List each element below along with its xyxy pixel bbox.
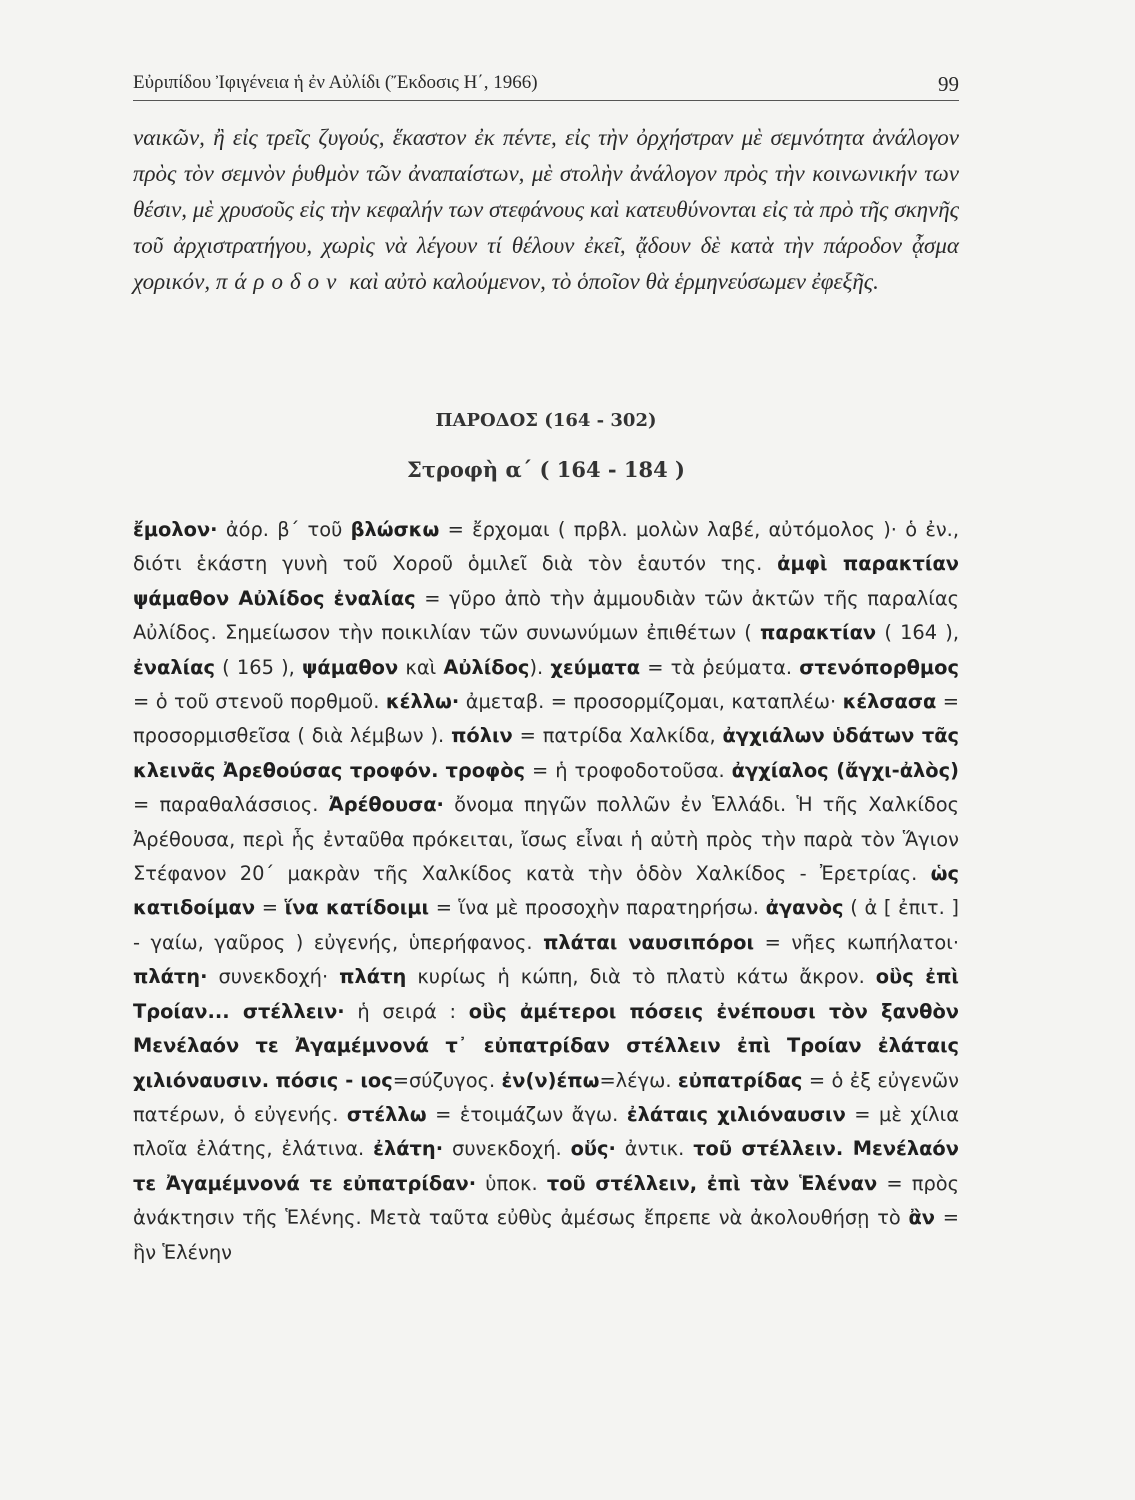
lemma-term: ὡς κατιδοίμαν — [133, 862, 959, 920]
subsection-title: Στροφὴ α΄ ( 164 - 184 ) — [406, 457, 685, 482]
gloss-text: ἡ σειρά : — [344, 999, 469, 1023]
lemma-term: τροφὸς — [445, 758, 526, 782]
gloss-text: ). — [529, 655, 551, 679]
gloss-text: = ἵνα μὲ προσοχὴν παρατηρήσω. — [429, 896, 766, 920]
lemma-term: βλώσκω — [350, 518, 440, 541]
lemma-term: ἐναλίας — [133, 655, 215, 679]
gloss-text: συνεκδοχή. — [443, 1137, 571, 1161]
lemma-term: τοῦ στέλλειν, ἐπὶ τὰν Ἑλέναν — [546, 1171, 878, 1195]
intro-paragraph — [133, 120, 959, 300]
lemma-term: ἀγανὸς — [765, 896, 844, 920]
lemma-term: ἀγχίαλος (ἄγχι-ἀλὸς) — [731, 758, 959, 782]
commentary-paragraph — [133, 513, 959, 1270]
gloss-text: ἀόρ. β΄ τοῦ — [217, 518, 351, 541]
lemma-term: Αὐλίδος — [443, 655, 530, 679]
lemma-term: οὓς ἐπὶ Τροίαν... στέλλειν· — [133, 965, 959, 1023]
gloss-text: = τὰ ῥεύματα. — [640, 655, 800, 679]
lemma-term: Ἀρέθουσα· — [328, 793, 444, 817]
intro-spaced-word: πάροδον — [215, 269, 344, 294]
gloss-text: ἀντικ. — [615, 1137, 694, 1161]
lemma-term: τοῦ στέλλειν. Μενέλαόν τε Ἀγαμέμνονά τε εὐπατρίδαν· — [133, 1137, 959, 1195]
lemma-term: ἵνα κατίδοιμι — [284, 896, 430, 920]
lemma-term: κέλλω· — [385, 690, 460, 714]
lemma-term: οὓς ἀμέτεροι πόσεις ἐνέπουσι τὸν ξανθὸν Μενέλαόν τε Ἀγαμέμνονά τ᾽ εὐπατρίδαν στέλλειν ἐπὶ Τροίαν ἐλάταις χιλιόναυσιν. — [133, 999, 960, 1092]
lemma-term: ἐν(ν)έπω — [501, 1068, 600, 1092]
gloss-text: = ὁ τοῦ στενοῦ πορθμοῦ. — [133, 690, 386, 714]
gloss-text: ( ἀ [ ἐπιτ. ] - γαίω, γαῦρος ) εὐγενής, ὑπερήφανος. — [133, 896, 960, 954]
gloss-text: =λέγω. — [599, 1068, 678, 1092]
lemma-term: παρακτίαν — [760, 621, 877, 645]
gloss-text: ὑποκ. — [476, 1171, 547, 1195]
gloss-text: = παραθαλάσσιος. — [133, 793, 329, 817]
intro-text-a: ναικῶν, ἢ εἰς τρεῖς ζυγούς, ἕκαστον ἐκ πέντε, εἰς τὴν ὀρχήστραν μὲ σεμνότητα ἀνάλογον πρὸς τὸν σεμνὸν ῥυθμὸν τῶν ἀναπαίστων, μὲ στολὴν ἀνάλογον πρὸς τὴν κοινωνικήν των θέσιν, μὲ χρυσοῦς εἰς τὴν κεφαλήν των στεφάνους καὶ κατευθύνονται εἰς τὰ πρὸ τῆς σκηνῆς τοῦ ἀρχιστρατήγου, χωρὶς νὰ λέγουν τί θέλουν ἐκεῖ, ᾄδουν δὲ κατὰ τὴν πάροδον ᾆσμα χορικόν, — [133, 125, 959, 294]
gloss-text: = προσορμισθεῖσα ( διὰ λέμβων ). — [133, 690, 959, 748]
lemma-term: στενόπορθμος — [799, 655, 959, 679]
lemma-term: ἀγχιάλων ὑδάτων τᾶς κλεινᾶς Ἀρεθούσας τροφόν. — [133, 724, 960, 782]
gloss-text: = ἣν Ἑλένην — [133, 1206, 959, 1264]
gloss-text: = γῦρο ἀπὸ τὴν ἀμμουδιὰν τῶν ἀκτῶν τῆς παραλίας Αὐλίδος. Σημείωσον τὴν ποικιλίαν τῶν συνωνύμων ἐπιθέτων ( — [133, 586, 959, 645]
gloss-text: ( 164 ), — [876, 621, 959, 645]
page-header — [133, 68, 959, 101]
gloss-text: = ὁ ἐξ εὐγενῶν πατέρων, ὁ εὐγενής. — [133, 1068, 959, 1126]
page-number: 99 — [938, 72, 959, 96]
lemma-term: ψάμαθον — [302, 655, 399, 679]
lemma-term: πλάτη· — [133, 965, 208, 989]
lemma-term: ἐλάταις χιλιόναυσιν — [626, 1102, 846, 1126]
gloss-text: ( 165 ), — [214, 655, 303, 679]
intro-text-b: καὶ αὐτὸ καλούμενον, τὸ ὁποῖον θὰ ἑρμηνεύσωμεν ἐφεξῆς. — [349, 269, 879, 294]
gloss-text: ἀμεταβ. = προσορμίζομαι, καταπλέω· — [459, 690, 843, 714]
lemma-term: κέλσασα — [842, 690, 937, 714]
gloss-text: = πρὸς ἀνάκτησιν τῆς Ἑλένης. Μετὰ ταῦτα εὐθὺς ἀμέσως ἔπρεπε νὰ ἀκολουθήσῃ τὸ — [133, 1171, 960, 1230]
gloss-text: συνεκδοχή· — [207, 965, 340, 989]
lemma-term: ἐλάτη· — [373, 1137, 444, 1161]
gloss-text: καὶ — [398, 655, 444, 679]
lemma-term: οὕς· — [570, 1137, 616, 1161]
lemma-term: πόλιν — [451, 724, 513, 748]
lemma-term: πλάτη — [339, 965, 407, 989]
lemma-term: πόσις - ιος — [275, 1068, 393, 1092]
lemma-term: εὐπατρίδας — [677, 1068, 803, 1092]
lemma-term: ἀμφὶ παρακτίαν ψάμαθον Αὐλίδος ἐναλίας — [133, 552, 959, 610]
gloss-text: ὄνομα πηγῶν πολλῶν ἐν Ἑλλάδι. Ἡ τῆς Χαλκίδος Ἀρέθουσα, περὶ ἧς ἐνταῦθα πρόκειται, ἴσως εἶναι ἡ αὐτὴ πρὸς τὴν παρὰ τὸν Ἅγιον Στέφανον 20΄ μακρὰν τῆς Χαλκίδος κατὰ τὴν ὁδὸν Χαλκίδος - Ἐρετρίας. — [133, 793, 959, 886]
gloss-text: = ἔρχομαι ( πρβλ. μολὼν λαβέ, αὐτόμολος )· ὁ ἐν., διότι ἑκάστη γυνὴ τοῦ Χοροῦ ὁμιλεῖ διὰ τὸν ἑαυτόν της. — [133, 518, 959, 576]
lemma-term: πλάται ναυσιπόροι — [543, 930, 755, 954]
gloss-text: = ἡ τροφοδοτοῦσα. — [525, 758, 732, 782]
gloss-text: = πατρίδα Χαλκίδα, — [512, 724, 723, 748]
running-title: Εὐριπίδου Ἰφιγένεια ἡ ἐν Αὐλίδι (Ἔκδοσις Η΄, 1966) — [133, 72, 538, 93]
lemma-term: ἂν — [908, 1206, 935, 1230]
gloss-text: =σύζυγος. — [392, 1068, 502, 1092]
lemma-term: χεύματα — [550, 655, 641, 679]
gloss-text: = — [255, 896, 285, 920]
gloss-text: = μὲ χίλια πλοῖα ἐλάτης, ἐλάτινα. — [133, 1102, 959, 1161]
lemma-term: ἔμολον· — [133, 518, 218, 541]
gloss-text: = ἑτοιμάζων ἄγω. — [426, 1102, 627, 1126]
section-title: ΠΑΡΟΔΟΣ (164 - 302) — [435, 410, 657, 431]
gloss-text: = νῆες κωπήλατοι· — [754, 930, 960, 954]
lemma-term: στέλλω — [346, 1102, 427, 1126]
gloss-text: κυρίως ἡ κώπη, διὰ τὸ πλατὺ κάτω ἄκρον. — [406, 965, 876, 989]
